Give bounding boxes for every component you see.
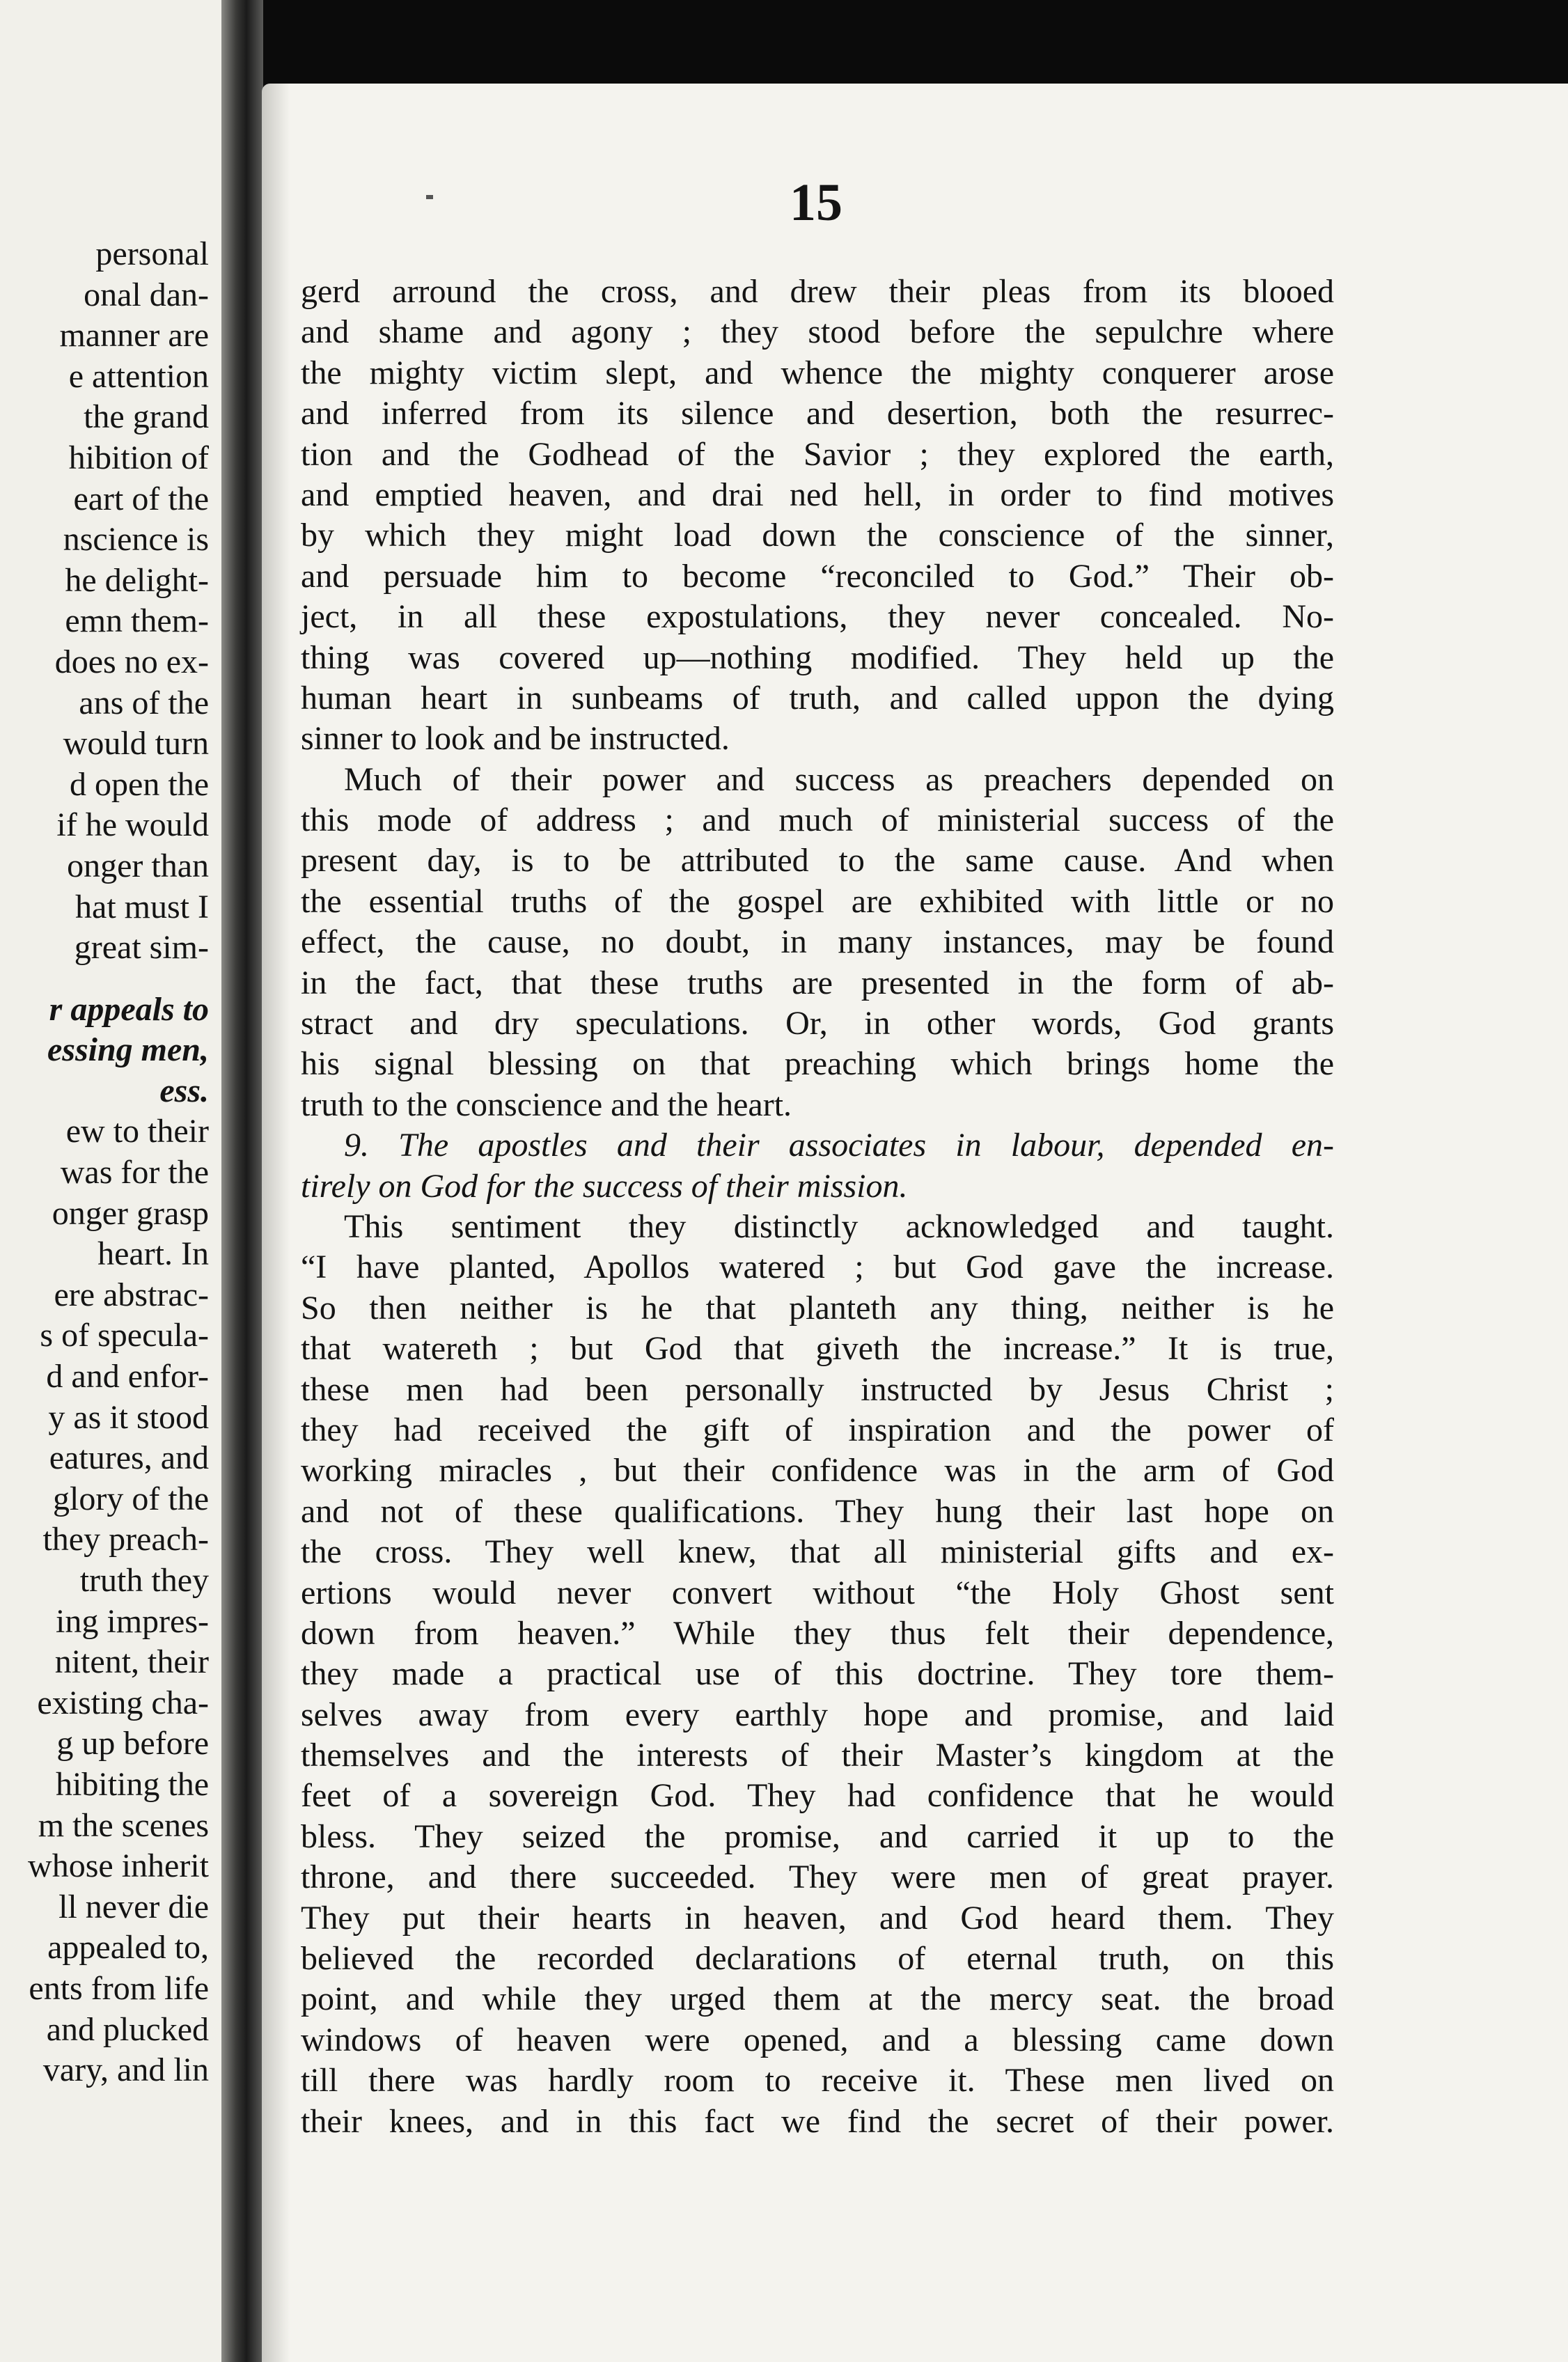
left-line: he delight-: [65, 561, 209, 599]
left-line: d open the: [70, 765, 209, 803]
text-line: they made a practical use of this doctrine. They tore them-: [301, 1655, 1334, 1693]
left-line: manner are: [59, 317, 209, 354]
left-line: heart. In: [97, 1235, 209, 1273]
text-line: bless. They seized the promise, and carried it up to the: [301, 1817, 1334, 1855]
right-page: [262, 84, 1568, 2362]
text-line: and inferred from its silence and desertion, both the resurrec-: [301, 395, 1334, 432]
text-line: the mighty victim slept, and whence the mighty conquerer arose: [301, 354, 1334, 391]
left-line: and plucked: [46, 2010, 209, 2048]
left-line: great sim-: [74, 929, 209, 967]
left-line: vary, and lin: [42, 2051, 209, 2089]
text-line: point, and while they urged them at the mercy seat. the broad: [301, 1980, 1334, 2018]
text-line: feet of a sovereign God. They had confidence that he would: [301, 1777, 1334, 1815]
text-line: thing was covered up—nothing modified. They held up the: [301, 639, 1334, 676]
left-line: emn them-: [65, 602, 209, 640]
text-line: This sentiment they distinctly acknowledged and taught.: [344, 1207, 1334, 1245]
left-page-fragment: [0, 0, 231, 2362]
left-line: eart of the: [73, 480, 209, 517]
text-line: in the fact, that these truths are presented in the form of ab-: [301, 964, 1334, 1001]
left-line: they preach-: [42, 1521, 209, 1558]
left-line: nitent, their: [54, 1643, 209, 1681]
left-line: e attention: [68, 357, 209, 395]
left-line: does no ex-: [54, 643, 209, 680]
text-line: working miracles , but their confidence was in the arm of God: [301, 1452, 1334, 1489]
left-heading-line: r appeals to: [49, 990, 209, 1028]
text-line: gerd arround the cross, and drew their pleas from its blooed: [301, 273, 1334, 310]
left-line: hat must I: [75, 888, 209, 925]
text-line: down from heaven.” While they thus felt their dependence,: [301, 1614, 1334, 1652]
text-line: ertions would never convert without “the Holy Ghost sent: [301, 1574, 1334, 1611]
text-line: by which they might load down the conscience of the sinner,: [301, 517, 1334, 554]
text-line: and not of these qualifications. They hung their last hope on: [301, 1492, 1334, 1530]
left-line: existing cha-: [37, 1684, 209, 1721]
section-heading-line: 9. The apostles and their associates in labour, depended en-: [344, 1127, 1334, 1164]
text-line: believed the recorded declarations of eternal truth, on this: [301, 1940, 1334, 1978]
text-line: the cross. They well knew, that all ministerial gifts and ex-: [301, 1533, 1334, 1571]
left-line: personal: [95, 235, 209, 272]
text-line: that watereth ; but God that giveth the increase.” It is true,: [301, 1330, 1334, 1368]
left-heading-line: essing men,: [47, 1031, 209, 1069]
text-line: effect, the cause, no doubt, in many instances, may be found: [301, 923, 1334, 961]
left-line: the grand: [84, 398, 209, 436]
left-line: truth they: [79, 1562, 209, 1599]
text-line: ject, in all these expostulations, they never concealed. No-: [301, 598, 1334, 636]
text-line: this mode of address ; and much of ministerial success of the: [301, 801, 1334, 839]
left-line: d and enfor-: [46, 1358, 209, 1395]
left-line: m the scenes: [38, 1806, 209, 1844]
text-line: themselves and the interests of their Master’s kingdom at the: [301, 1737, 1334, 1774]
left-line: onger than: [67, 847, 209, 884]
text-line: So then neither is he that planteth any thing, neither is he: [301, 1289, 1334, 1327]
left-line: glory of the: [53, 1480, 209, 1517]
left-line: would turn: [63, 725, 209, 762]
left-line: g up before: [56, 1725, 209, 1762]
text-line: the essential truths of the gospel are exhibited with little or no: [301, 882, 1334, 920]
left-line: eatures, and: [49, 1439, 209, 1477]
section-heading-line: tirely on God for the success of their mission.: [301, 1167, 908, 1205]
print-speck: [426, 195, 433, 199]
left-line: ll never die: [58, 1888, 209, 1925]
text-line: and persuade him to become “reconciled to God.” Their ob-: [301, 557, 1334, 595]
left-line: onal dan-: [84, 276, 209, 313]
left-line: hibition of: [68, 439, 209, 476]
page-body: [301, 272, 1334, 2142]
text-line: these men had been personally instructed by Jesus Christ ;: [301, 1370, 1334, 1408]
text-line: “I have planted, Apollos watered ; but God gave the increase.: [301, 1249, 1334, 1286]
left-line: ew to their: [65, 1113, 209, 1150]
text-line: stract and dry speculations. Or, in other words, God grants: [301, 1005, 1334, 1042]
text-line: and shame and agony ; they stood before the sepulchre where: [301, 313, 1334, 351]
book-gutter: [221, 0, 263, 2362]
left-line: was for the: [60, 1154, 209, 1191]
text-line: selves away from every earthly hope and promise, and laid: [301, 1696, 1334, 1733]
left-line: s of specula-: [40, 1317, 209, 1354]
left-line: ents from life: [29, 1969, 209, 2007]
text-line: tion and the Godhead of the Savior ; they explored the earth,: [301, 435, 1334, 473]
text-line: their knees, and in this fact we find the secret of their power.: [301, 2102, 1334, 2140]
text-line: They put their hearts in heaven, and God heard them. They: [301, 1899, 1334, 1937]
left-line: whose inherit: [28, 1847, 209, 1885]
left-line: hibiting the: [56, 1765, 209, 1803]
text-line: human heart in sunbeams of truth, and called uppon the dying: [301, 679, 1334, 717]
left-heading-line: ess.: [159, 1072, 209, 1109]
left-line: ans of the: [79, 684, 209, 721]
page-number: 15: [790, 173, 842, 232]
text-line: truth to the conscience and the heart.: [301, 1086, 792, 1123]
left-line: if he would: [56, 806, 209, 844]
left-line: ing impres-: [56, 1602, 209, 1640]
left-page-text: [0, 234, 209, 2091]
text-line: sinner to look and be instructed.: [301, 720, 730, 758]
text-line: they had received the gift of inspiration and the power of: [301, 1411, 1334, 1448]
left-line: ere abstrac-: [54, 1276, 209, 1313]
text-line: present day, is to be attributed to the same cause. And when: [301, 842, 1334, 879]
left-gap: [0, 969, 209, 990]
left-line: y as it stood: [48, 1398, 209, 1436]
text-line: windows of heaven were opened, and a blessing came down: [301, 2021, 1334, 2058]
left-line: appealed to,: [47, 1929, 209, 1966]
left-line: nscience is: [63, 521, 209, 558]
left-line: onger grasp: [52, 1194, 209, 1232]
text-line: his signal blessing on that preaching which brings home the: [301, 1045, 1334, 1083]
text-line: throne, and there succeeded. They were men of great prayer.: [301, 1859, 1334, 1896]
text-line: till there was hardly room to receive it. These men lived on: [301, 2062, 1334, 2099]
text-line: Much of their power and success as preachers depended on: [344, 760, 1334, 798]
text-line: and emptied heaven, and drai ned hell, in order to find motives: [301, 476, 1334, 513]
